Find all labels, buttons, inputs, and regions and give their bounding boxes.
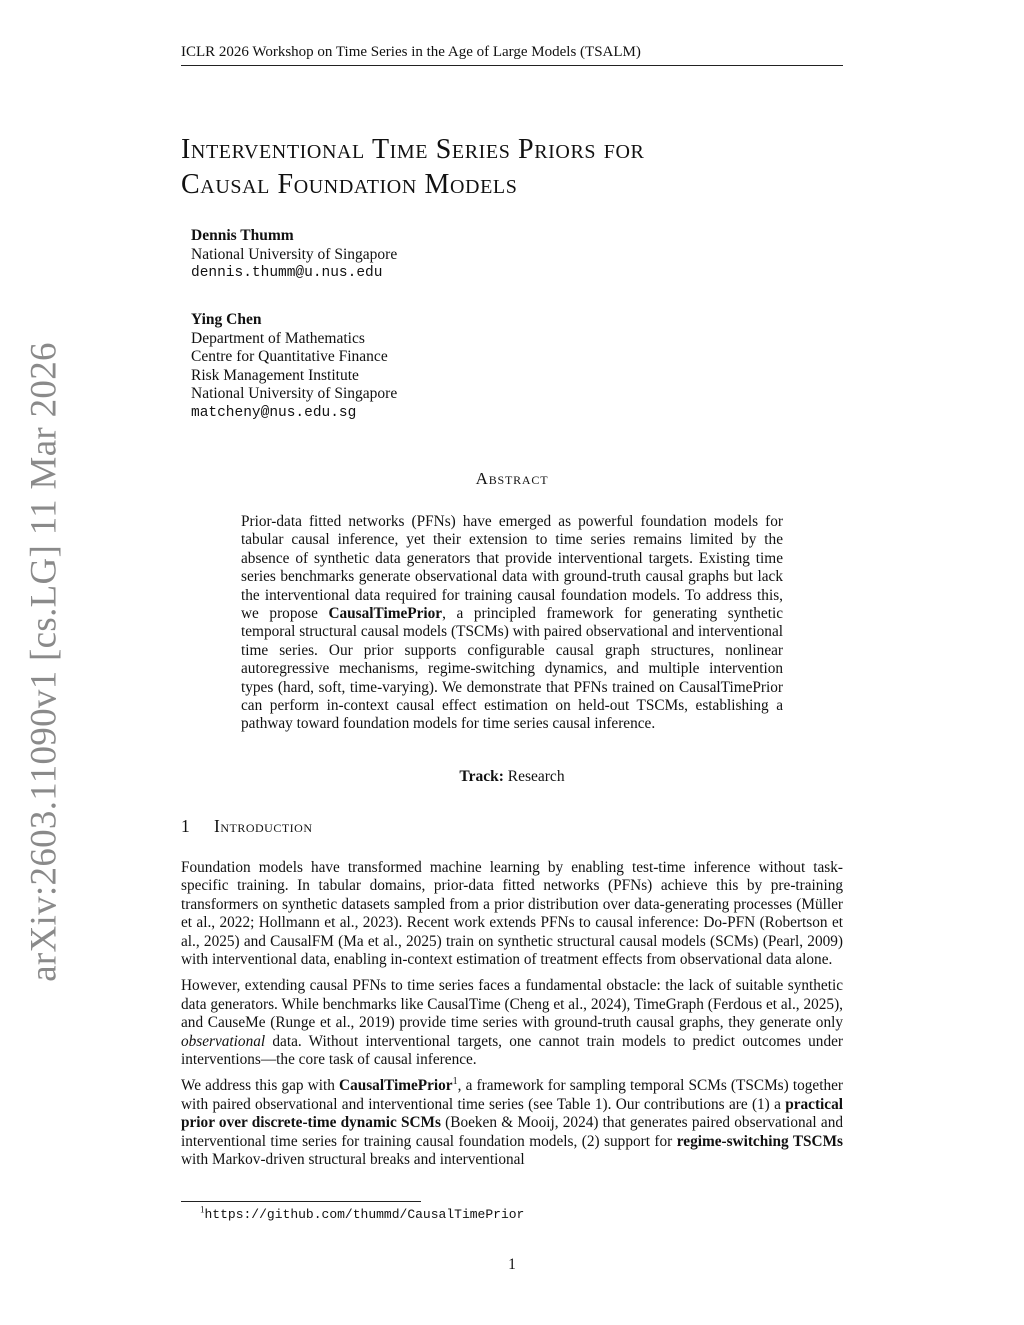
author-block: [191, 311, 397, 422]
framework-name: CausalTimePrior: [328, 605, 443, 623]
author-affiliation: Department of Mathematics: [191, 329, 365, 347]
arxiv-identifier: arXiv:2603.11090v1 [cs.LG] 11 Mar 2026: [23, 342, 65, 982]
footnote-divider: [181, 1201, 421, 1202]
section-heading: [181, 816, 313, 837]
track-value: Research: [507, 768, 565, 785]
author-affiliation: Risk Management Institute: [191, 366, 359, 384]
footnote-marker: 1: [452, 1076, 458, 1088]
paper-title: [181, 132, 843, 202]
paragraph: We address this gap with CausalTimePrior$^1$, a framework for sampling temporal SCMs (TSCMs) together with paired observational and interventional time series (see Table 1). Our contributions are (1) a practical prior over discrete-time dynamic SCMs (Boeken & Mooij, 2024) that generates paired observational and interventional time series for training causal foundation models, (2) support for regime-switching TSCMs with Markov-driven structural breaks and interventional: [181, 1076, 843, 1169]
abstract-heading: Abstract: [475, 469, 549, 488]
track-label: Track:: [459, 768, 504, 785]
title-line-1: Interventional Time Series Priors for: [181, 134, 645, 165]
author-email: dennis.thumm@u.nus.edu: [191, 265, 383, 281]
page-number: 1: [508, 1256, 516, 1273]
footnote: $^1$https://github.com/thummd/CausalTimePrior: [200, 1204, 525, 1222]
paragraph: Foundation models have transformed machine learning by enabling test-time inference without task-specific training. In tabular domains, prior-data fitted networks (PFNs) achieve this by pre-training transformers on synthetic datasets sampled from a prior distribution over data-generating processes (Müller et al., 2022; Hollmann et al., 2023). Recent work extends PFNs to causal inference: Do-PFN (Robertson et al., 2025) and CausalFM (Ma et al., 2025) train on synthetic structural causal models (SCMs) (Pearl, 2009) with interventional data, enabling in-context estimation of treatment effects from observational data alone.: [181, 859, 843, 969]
author-affiliation: National University of Singapore: [191, 245, 398, 263]
section-number: 1: [181, 816, 191, 836]
section-title: Introduction: [214, 816, 313, 836]
track-line: [0, 768, 1024, 786]
paragraph: However, extending causal PFNs to time series faces a fundamental obstacle: the lack of suitable synthetic data generators. While benchmarks like CausalTime (Cheng et al., 2024), TimeGraph (Ferdous et al., 2025), and CauseMe (Runge et al., 2019) provide time series with ground-truth causal graphs, they generate only observational data. Without interventional targets, one cannot train models to predict outcomes under interventions—the core task of causal inference.: [181, 977, 843, 1069]
author-email: matcheny@nus.edu.sg: [191, 404, 357, 421]
introduction-body: [181, 859, 843, 1178]
author-name: Ying Chen: [191, 311, 262, 328]
author-affiliation: National University of Singapore: [191, 385, 398, 402]
author-affiliation: Centre for Quantitative Finance: [191, 348, 388, 365]
author-name: Dennis Thumm: [191, 227, 294, 244]
footnote-url[interactable]: https://github.com/thummd/CausalTimePrior: [204, 1207, 525, 1222]
running-header: ICLR 2026 Workshop on Time Series in the Age of Large Models (TSALM): [181, 42, 843, 66]
abstract-text: Prior-data fitted networks (PFNs) have emerged as powerful foundation models for tabular causal inference, yet their extension to time series remains limited by the absence of synthetic data generators that provide interventional targets. Existing time series benchmarks generate observational data with ground-truth causal graphs but lack the interventional data required for training causal foundation models. To address this, we propose CausalTimePrior, a principled framework for generating synthetic temporal structural causal models (TSCMs) with paired observational and interventional time series. Our prior supports configurable causal graph structures, nonlinear autoregressive mechanisms, regime-switching dynamics, and multiple intervention types (hard, soft, time-varying). We demonstrate that PFNs trained on CausalTimePrior can perform in-context causal effect estimation on held-out TSCMs, establishing a pathway toward foundation models for time series causal inference.: [241, 513, 783, 733]
title-line-2: Causal Foundation Models: [181, 169, 518, 200]
author-block: [191, 227, 397, 283]
